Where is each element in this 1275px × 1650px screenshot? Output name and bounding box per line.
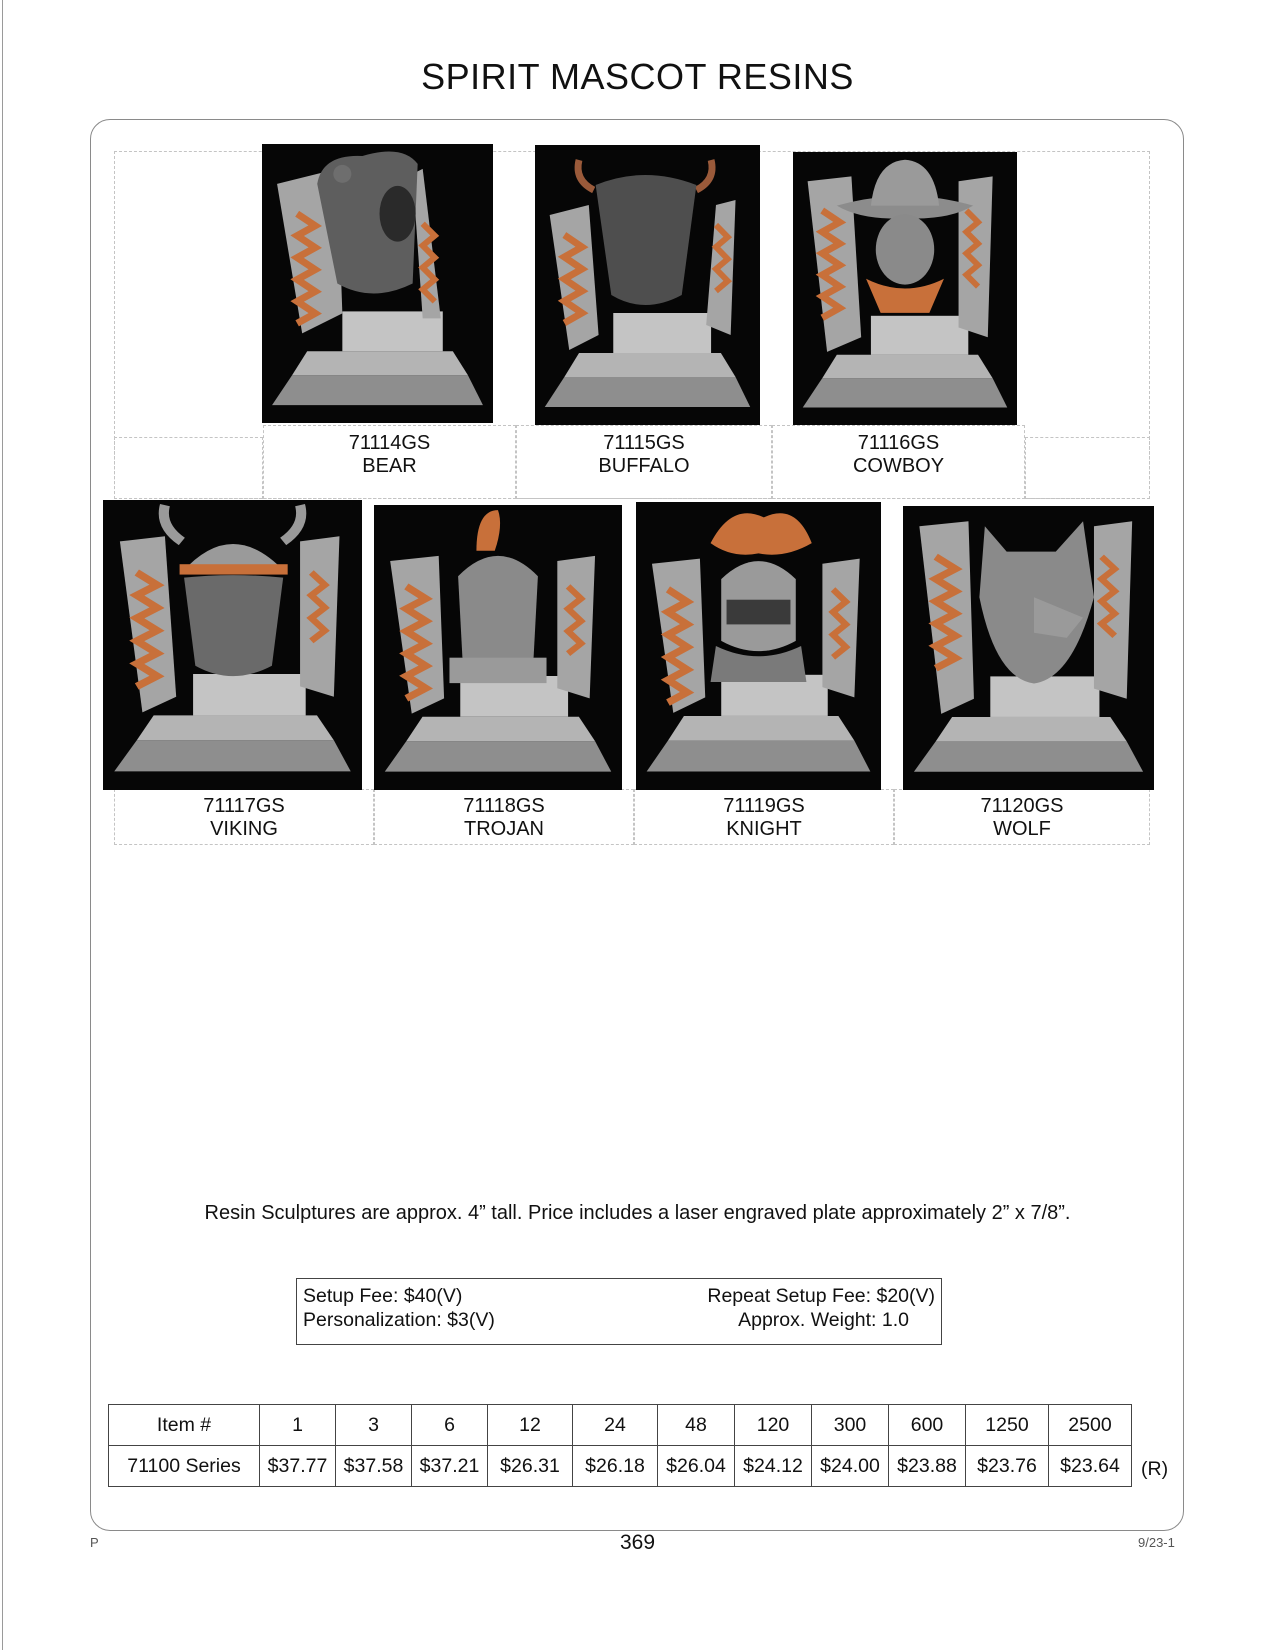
product-code: 71116GS	[857, 432, 940, 454]
trojan-trophy-image	[374, 505, 622, 790]
product-caption	[772, 432, 1025, 478]
page-number: 369	[619, 1531, 656, 1554]
table-header-cell: 3	[336, 1405, 412, 1446]
table-cell: $37.58	[336, 1446, 412, 1487]
page-title: SPIRIT MASCOT RESINS	[421, 56, 854, 97]
cowboy-trophy-image	[793, 152, 1017, 425]
date-code: 9/23-1	[1138, 1535, 1175, 1550]
wolf-trophy-image	[903, 506, 1154, 790]
table-header-cell: Item #	[109, 1405, 260, 1446]
table-header-cell: 600	[889, 1405, 966, 1446]
table-header-cell: 2500	[1049, 1405, 1132, 1446]
table-cell: $24.12	[735, 1446, 812, 1487]
product-code: 71118GS	[463, 795, 545, 817]
product-caption	[374, 795, 634, 841]
table-header-cell: 12	[488, 1405, 573, 1446]
table-header-cell: 48	[658, 1405, 735, 1446]
product-name: KNIGHT	[726, 818, 802, 840]
buffalo-trophy-image	[535, 145, 760, 425]
table-header-cell: 300	[812, 1405, 889, 1446]
setup-fee: Setup Fee: $40(V)	[303, 1285, 463, 1307]
product-name: BEAR	[362, 455, 417, 477]
product-caption	[516, 432, 772, 478]
product-code: 71114GS	[348, 432, 431, 454]
fee-box	[296, 1278, 942, 1345]
product-name: TROJAN	[464, 818, 544, 840]
price-table-row	[109, 1446, 1132, 1487]
grid-cell-empty	[114, 437, 263, 499]
product-caption	[263, 432, 516, 478]
price-table-header-row	[109, 1405, 1132, 1446]
table-cell: $23.88	[889, 1446, 966, 1487]
grid-cell-empty	[1025, 437, 1150, 499]
product-caption	[114, 795, 374, 841]
table-header-cell: 120	[735, 1405, 812, 1446]
product-code: 71115GS	[603, 432, 685, 454]
repeat-setup-fee: Repeat Setup Fee: $20(V)	[707, 1285, 935, 1307]
product-name: WOLF	[993, 818, 1051, 840]
product-description: Resin Sculptures are approx. 4” tall. Price includes a laser engraved plate approximately 2” x 7/8”.	[204, 1202, 1071, 1224]
table-header-cell: 6	[412, 1405, 488, 1446]
price-table	[108, 1404, 1132, 1487]
product-code: 71119GS	[723, 795, 805, 817]
table-cell: $24.00	[812, 1446, 889, 1487]
product-caption	[894, 795, 1150, 841]
personalization-fee: Personalization: $3(V)	[303, 1309, 495, 1331]
table-cell: $37.77	[260, 1446, 336, 1487]
table-cell: $26.18	[573, 1446, 658, 1487]
table-header-cell: 24	[573, 1405, 658, 1446]
table-cell: $23.64	[1049, 1446, 1132, 1487]
footer-left-mark: P	[90, 1535, 99, 1550]
knight-trophy-image	[636, 502, 881, 790]
table-cell: $26.31	[488, 1446, 573, 1487]
table-cell: $23.76	[966, 1446, 1049, 1487]
table-cell: $26.04	[658, 1446, 735, 1487]
bear-trophy-image	[262, 144, 493, 423]
product-code: 71117GS	[203, 795, 285, 817]
viking-trophy-image	[103, 500, 362, 790]
price-code: (R)	[1141, 1458, 1169, 1480]
approx-weight: Approx. Weight: 1.0	[738, 1309, 909, 1331]
product-name: VIKING	[210, 818, 278, 840]
product-caption	[634, 795, 894, 841]
product-name: COWBOY	[852, 455, 945, 477]
table-header-cell: 1250	[966, 1405, 1049, 1446]
product-code: 71120GS	[980, 795, 1064, 817]
table-cell: 71100 Series	[109, 1446, 260, 1487]
page-edge-line	[2, 0, 3, 1650]
table-header-cell: 1	[260, 1405, 336, 1446]
product-name: BUFFALO	[598, 455, 690, 477]
table-cell: $37.21	[412, 1446, 488, 1487]
